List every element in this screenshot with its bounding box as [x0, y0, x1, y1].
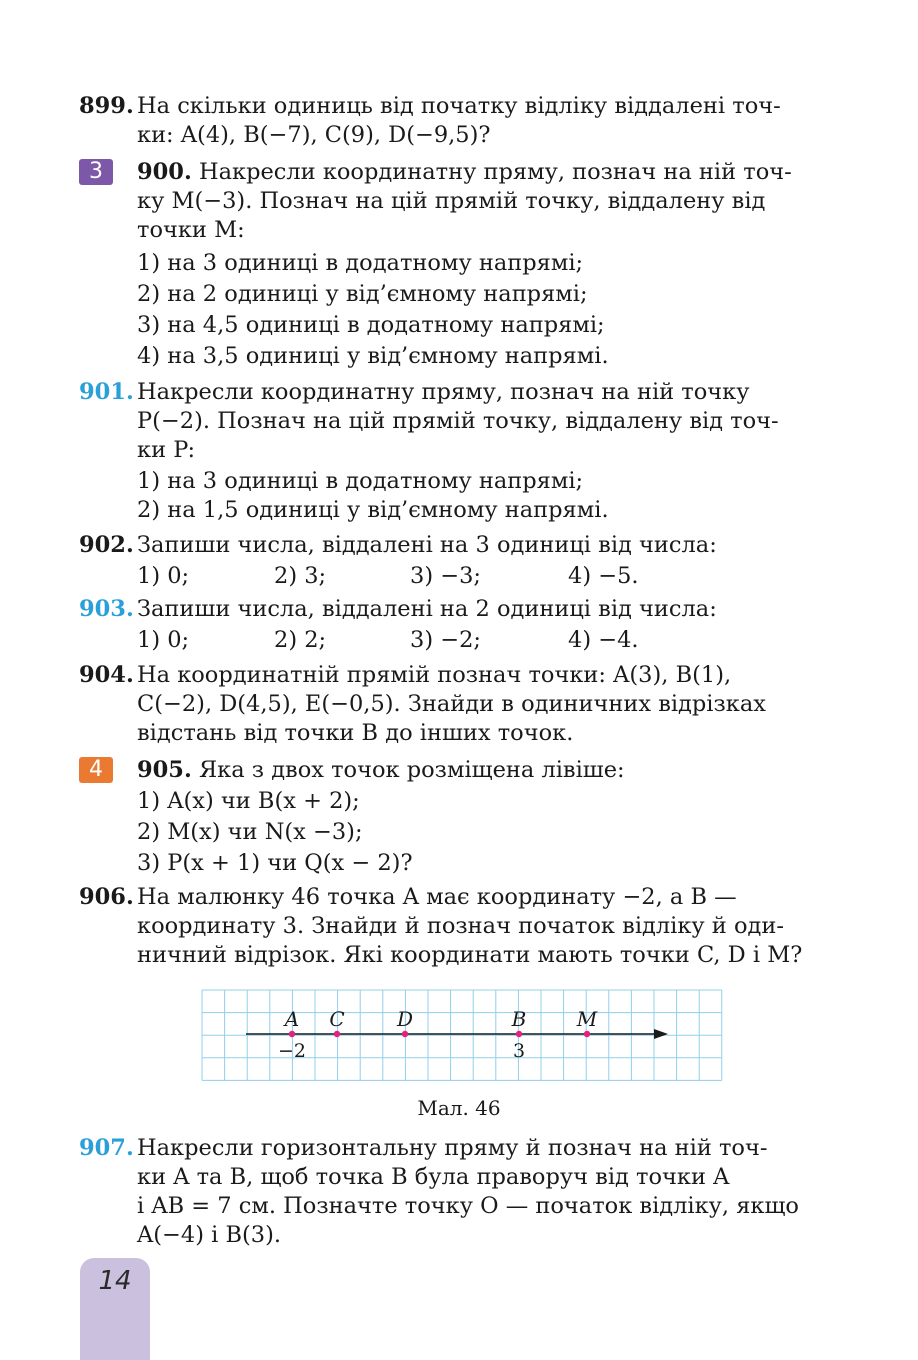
sub-item: 2) на 2 одиниці у від’ємному напрямі; — [137, 281, 588, 307]
problem-899 — [79, 92, 847, 150]
problem-line: ки P: — [137, 437, 196, 463]
problem-line: На координатній прямій познач точки: A(3), B(1), — [137, 662, 732, 688]
problem-number: 902. — [79, 532, 134, 558]
problem-number: 901. — [79, 379, 134, 405]
answer-columns — [137, 562, 847, 591]
sub-item: 1) на 3 одиниці в додатному напрямі; — [137, 468, 584, 494]
problem-line: координату 3. Знайди й познач початок відліку й оди- — [137, 913, 784, 939]
problem-line: Накресли координатну пряму, познач на ній точку — [137, 379, 750, 405]
column-item: 3) −2; — [410, 627, 481, 653]
problem-number: 903. — [79, 596, 134, 622]
grid — [202, 990, 722, 1080]
level-4-badge: 4 — [79, 757, 113, 783]
column-item: 1) 0; — [137, 627, 190, 653]
point-m-dot — [584, 1031, 590, 1037]
problem-line: На скільки одиниць від початку відліку віддалені точ- — [137, 93, 781, 119]
point-c-dot — [334, 1031, 340, 1037]
problem-line: Запиши числа, віддалені на 3 одиниці від числа: — [137, 532, 717, 558]
problem-number: 900. — [137, 159, 192, 185]
coordinate-label: −2 — [277, 1040, 307, 1062]
problem-line: C(−2), D(4,5), E(−0,5). Знайди в одиничних відрізках — [137, 691, 766, 717]
problem-number: 907. — [79, 1135, 134, 1161]
problem-line: Запиши числа, віддалені на 2 одиниці від числа: — [137, 596, 717, 622]
sub-item: 1) A(x) чи B(x + 2); — [137, 788, 360, 814]
problem-line: P(−2). Познач на цій прямій точку, віддалену від точ- — [137, 408, 779, 434]
problem-line: ку M(−3). Познач на цій прямій точку, віддалену від — [137, 188, 766, 214]
column-item: 3) −3; — [410, 563, 481, 589]
page-number-tab — [80, 1258, 150, 1360]
problem-number: 899. — [79, 93, 134, 119]
answer-columns — [137, 626, 847, 655]
problem-line — [137, 158, 847, 187]
sub-item: 2) M(x) чи N(x −3); — [137, 819, 363, 845]
problem-text: Накресли координатну пряму, познач на ній точ- — [198, 159, 792, 185]
problem-line: точки M: — [137, 217, 245, 243]
problem-number: 905. — [137, 757, 192, 783]
coordinate-label: 3 — [512, 1040, 526, 1062]
problem-line: На малюнку 46 точка A має координату −2, а B — — [137, 884, 737, 910]
figure-46-number-line — [200, 988, 724, 1082]
point-c-label: C — [329, 1007, 345, 1031]
figure-caption: Мал. 46 — [417, 1096, 501, 1120]
sub-item: 4) на 3,5 одиниці у від’ємному напрямі. — [137, 343, 609, 369]
point-m-label: M — [576, 1007, 598, 1031]
problem-line: відстань від точки B до інших точок. — [137, 720, 574, 746]
problem-900 — [79, 158, 847, 371]
problem-line: ки: A(4), B(−7), C(9), D(−9,5)? — [137, 122, 491, 148]
column-item: 4) −5. — [568, 563, 639, 589]
point-d-dot — [402, 1031, 408, 1037]
sub-item: 3) на 4,5 одиниці в додатному напрямі; — [137, 312, 605, 338]
point-b-dot — [516, 1031, 522, 1037]
problem-901 — [79, 378, 847, 525]
level-3-badge: 3 — [79, 159, 113, 185]
problem-number: 904. — [79, 662, 134, 688]
point-a-label: A — [284, 1007, 300, 1031]
column-item: 2) 2; — [274, 627, 327, 653]
sub-item: 3) P(x + 1) чи Q(x − 2)? — [137, 850, 413, 876]
problem-903 — [79, 595, 847, 655]
problem-line: Накресли горизонтальну пряму й познач на ній точ- — [137, 1135, 768, 1161]
point-b-label: B — [511, 1007, 527, 1031]
problem-907 — [79, 1134, 847, 1250]
column-item: 2) 3; — [274, 563, 327, 589]
point-a-dot — [289, 1031, 295, 1037]
problem-line: A(−4) і B(3). — [137, 1222, 282, 1248]
problem-line — [137, 756, 847, 785]
problem-number: 906. — [79, 884, 134, 910]
problem-text: Яка з двох точок розміщена лівіше: — [198, 757, 625, 783]
column-item: 4) −4. — [568, 627, 639, 653]
sub-item: 2) на 1,5 одиниці у від’ємному напрямі. — [137, 497, 609, 523]
problem-line: і AB = 7 см. Позначте точку O — початок відліку, якщо — [137, 1193, 799, 1219]
arrow-head-icon — [654, 1029, 668, 1039]
page-number: 14 — [98, 1266, 132, 1296]
problem-906 — [79, 883, 847, 970]
problem-905 — [79, 756, 847, 878]
problem-line: ки A та B, щоб точка B була праворуч від точки A — [137, 1164, 730, 1190]
problem-902 — [79, 531, 847, 591]
column-item: 1) 0; — [137, 563, 190, 589]
point-d-label: D — [396, 1007, 414, 1031]
problem-904 — [79, 661, 847, 748]
sub-item: 1) на 3 одиниці в додатному напрямі; — [137, 250, 584, 276]
problem-line: ничний відрізок. Які координати мають точки C, D і M? — [137, 942, 803, 968]
